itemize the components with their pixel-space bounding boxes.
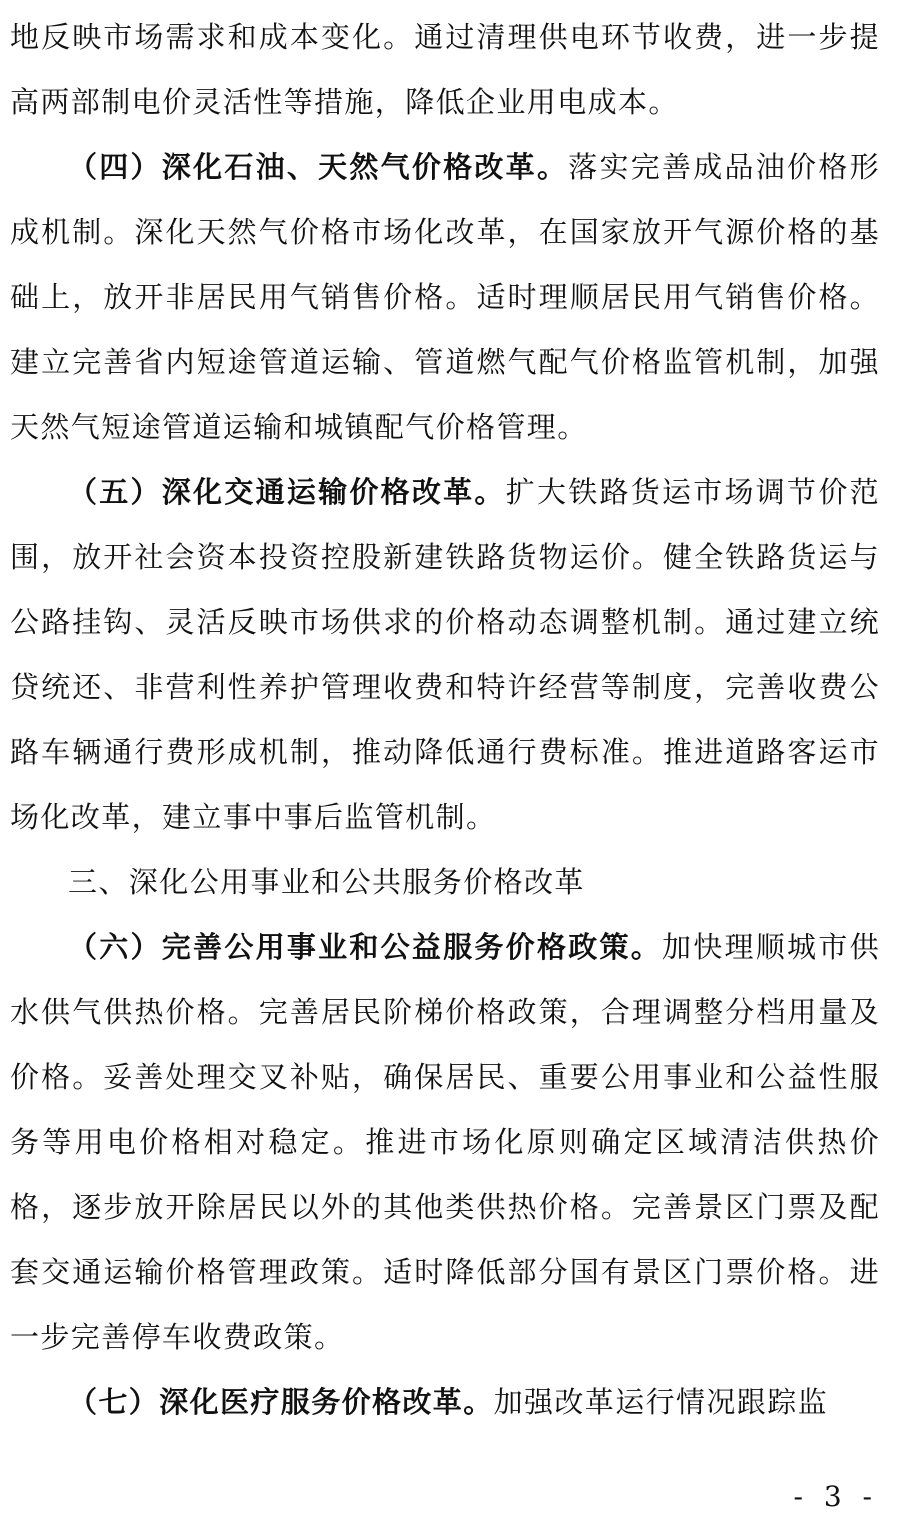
paragraph-text: 加快理顺城市供水供气供热价格。完善居民阶梯价格政策，合理调整分档用量及价格。妥善处理交叉补贴，确保居民、重要公用事业和公益性服务等用电价格相对稳定。推进市场化原则确定区域清洁供热价格，逐步放开除居民以外的其他类供热价格。完善景区门票及配套交通运输价格管理政策。适时降低部分国有景区门票价格。进一步完善停车收费政策。 <box>10 930 880 1354</box>
paragraph-lead: （七）深化医疗服务价格改革。 <box>68 1385 494 1419</box>
paragraph-public-utilities <box>10 915 880 1370</box>
paragraph-lead: （六）完善公用事业和公益服务价格政策。 <box>68 930 662 964</box>
paragraph-lead: （五）深化交通运输价格改革。 <box>68 475 506 509</box>
paragraph-text: 加强改革运行情况跟踪监 <box>493 1385 829 1419</box>
paragraph-text: 地反映市场需求和成本变化。通过清理供电环节收费，进一步提高两部制电价灵活性等措施，降低企业用电成本。 <box>10 20 880 119</box>
section-heading: 三、深化公用事业和公共服务价格改革 <box>68 865 585 899</box>
paragraph-medical <box>10 1370 880 1435</box>
paragraph-lead: （四）深化石油、天然气价格改革。 <box>68 150 569 184</box>
paragraph-oil-gas <box>10 135 880 460</box>
paragraph-transport <box>10 460 880 850</box>
paragraph-continued <box>10 5 880 135</box>
paragraph-text: 扩大铁路货运市场调节价范围，放开社会资本投资控股新建铁路货物运价。健全铁路货运与公路挂钩、灵活反映市场供求的价格动态调整机制。通过建立统贷统还、非营利性养护管理收费和特许经营等制度，完善收费公路车辆通行费形成机制，推动降低通行费标准。推进道路客运市场化改革，建立事中事后监管机制。 <box>10 475 880 834</box>
paragraph-text: 落实完善成品油价格形成机制。深化天然气价格市场化改革，在国家放开气源价格的基础上，放开非居民用气销售价格。适时理顺居民用气销售价格。建立完善省内短途管道运输、管道燃气配气价格监管机制，加强天然气短途管道运输和城镇配气价格管理。 <box>10 150 880 444</box>
document-body <box>10 5 880 1435</box>
page-number: - 3 - <box>793 1480 878 1513</box>
